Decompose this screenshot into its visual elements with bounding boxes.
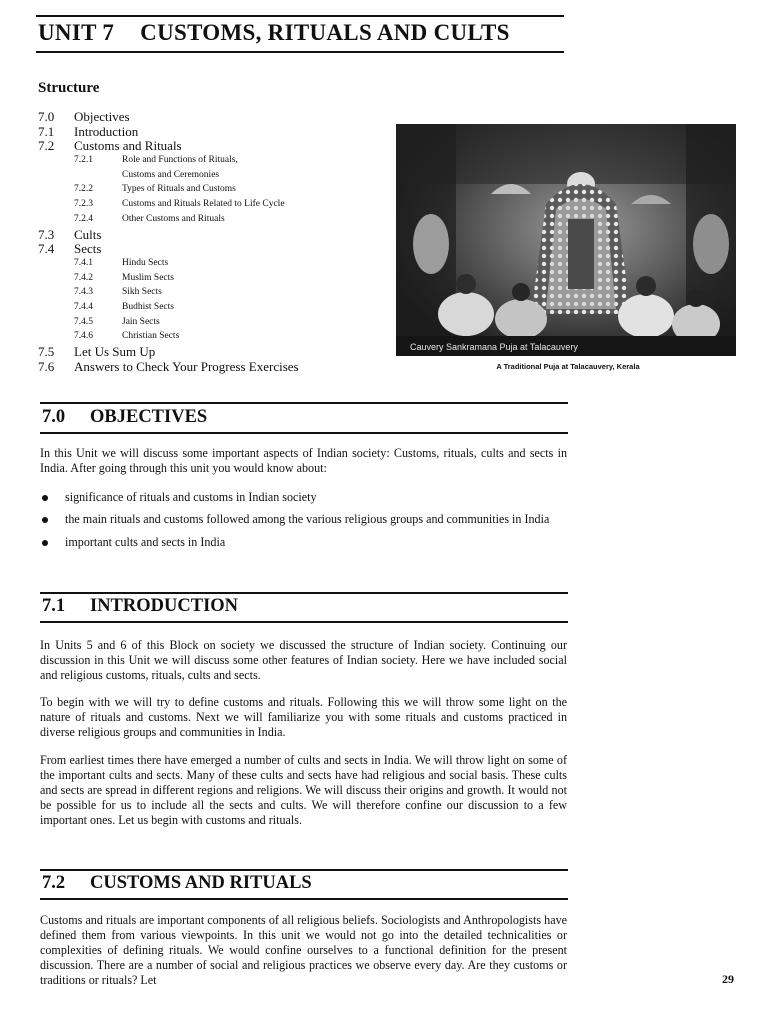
objectives-list xyxy=(40,490,567,557)
toc-item-label: Customs and Rituals xyxy=(74,138,182,154)
toc-item-label: Muslim Sects xyxy=(122,272,174,283)
section-title: INTRODUCTION xyxy=(90,596,239,616)
toc-item-number: 7.2.1 xyxy=(74,155,93,166)
toc-item-label: Answers to Check Your Progress Exercises xyxy=(74,358,299,374)
page-number: 29 xyxy=(722,972,734,986)
toc-item-label: Customs and Rituals Related to Life Cycle xyxy=(122,199,285,210)
section-title: OBJECTIVES xyxy=(90,407,208,427)
toc-item-label: Other Customs and Rituals xyxy=(122,213,225,224)
toc-item xyxy=(38,109,378,124)
unit-title-text: CUSTOMS, RITUALS AND CULTS xyxy=(140,20,510,45)
toc-item-number: 7.4 xyxy=(38,241,55,257)
puja-photo-image xyxy=(396,124,736,356)
toc-item-number: 7.4.6 xyxy=(74,331,93,342)
toc-item-label: Types of Rituals and Customs xyxy=(122,184,236,195)
toc-item-number: 7.2.2 xyxy=(74,184,93,195)
title-underline xyxy=(36,51,564,53)
toc-item xyxy=(38,271,378,286)
structure-heading: Structure xyxy=(38,80,100,96)
toc-item xyxy=(38,329,378,344)
toc-item-number: 7.4.1 xyxy=(74,257,93,268)
list-item xyxy=(40,512,567,527)
customs-top-rule xyxy=(40,869,568,871)
table-of-contents xyxy=(38,109,378,373)
toc-item xyxy=(38,153,378,168)
toc-item-number: 7.1 xyxy=(38,123,55,139)
toc-item-label: Objectives xyxy=(74,109,130,124)
introduction-paragraph-3: From earliest times there have emerged a number of cults and sects in India. We will throw light on some of the important cults and sects. Many of these cults and sects have had religious and social basis. These cults and sects are spread in different regions and religions. We will discuss their origins and growth. It would not be possible for us to include all the sects and cults. We will therefore confine our discussion to a few important ones. Let us begin with customs and rituals. xyxy=(40,753,567,827)
toc-item-number: 7.5 xyxy=(38,344,55,359)
photo-caption: A Traditional Puja at Talacauvery, Kerala xyxy=(496,362,640,371)
toc-item-number: 7.2 xyxy=(38,138,55,154)
toc-item xyxy=(38,182,378,197)
toc-item-label: Budhist Sects xyxy=(122,301,174,312)
toc-item xyxy=(38,197,378,212)
toc-item xyxy=(38,227,378,242)
toc-item-label: Christian Sects xyxy=(122,331,180,342)
toc-item-number: 7.3 xyxy=(38,226,55,242)
toc-item-number: 7.6 xyxy=(38,358,55,374)
toc-item-number: 7.2.4 xyxy=(74,213,93,224)
toc-item xyxy=(38,168,378,183)
toc-item-label: Customs and Ceremonies xyxy=(122,169,220,180)
bullet-icon xyxy=(42,517,48,523)
toc-item-label: Sikh Sects xyxy=(122,287,162,298)
toc-item-number: 7.4.4 xyxy=(74,301,93,312)
introduction-paragraph-2: To begin with we will try to define customs and rituals. Following this we will throw some light on the nature of rituals and customs. Next we will familiarize you with some rituals and customs practiced in diverse religious groups and communities in India. xyxy=(40,695,567,739)
toc-item-label: Hindu Sects xyxy=(122,257,169,268)
toc-item-number: 7.2.3 xyxy=(74,199,93,210)
list-item-text: the main rituals and customs followed among the various religious groups and communities in India xyxy=(65,512,550,527)
toc-item-label: Jain Sects xyxy=(122,316,160,327)
toc-item-label: Introduction xyxy=(74,123,139,139)
toc-item xyxy=(38,285,378,300)
toc-item-label: Cults xyxy=(74,226,102,242)
toc-item xyxy=(38,138,378,153)
toc-item xyxy=(38,256,378,271)
customs-bottom-rule xyxy=(40,898,568,900)
objectives-top-rule xyxy=(40,402,568,404)
bullet-icon xyxy=(42,540,48,546)
objectives-bottom-rule xyxy=(40,432,568,434)
introduction-bottom-rule xyxy=(40,621,568,623)
unit-number: UNIT 7 xyxy=(38,20,115,45)
toc-item-label: Sects xyxy=(74,241,102,257)
bullet-icon xyxy=(42,495,48,501)
section-title: CUSTOMS AND RITUALS xyxy=(90,873,312,893)
toc-item xyxy=(38,300,378,315)
customs-paragraph: Customs and rituals are important components of all religious beliefs. Sociologists and Anthropologists have defined them from various viewpoints. In this unit we would not go into the detailed technicalities or complexities of defining rituals. We would confine ourselves to a functional definition for the present discussion. There are a number of social and religious practices we observe every day. Are they customs or traditions or rituals? Let xyxy=(40,913,567,987)
unit-title xyxy=(38,20,510,46)
list-item xyxy=(40,490,567,505)
section-heading-objectives xyxy=(42,407,207,428)
toc-item xyxy=(38,212,378,227)
toc-item-number: 7.4.2 xyxy=(74,272,93,283)
top-rule xyxy=(36,15,564,17)
toc-item xyxy=(38,359,378,374)
list-item-text: significance of rituals and customs in Indian society xyxy=(65,490,317,504)
toc-item-label: Let Us Sum Up xyxy=(74,344,156,359)
toc-item-label: Role and Functions of Rituals, xyxy=(122,155,238,166)
list-item-text: important cults and sects in India xyxy=(65,534,226,549)
toc-item xyxy=(38,315,378,330)
toc-item-number: 7.4.3 xyxy=(74,287,93,298)
toc-item xyxy=(38,124,378,139)
objectives-intro: In this Unit we will discuss some important aspects of Indian society: Customs, rituals, cults and sects in India. After going through this unit you would know about: xyxy=(40,446,567,475)
toc-item xyxy=(38,241,378,256)
introduction-paragraph-1: In Units 5 and 6 of this Block on society we discussed the structure of Indian society. Continuing our discussion in this Unit we will discuss some other features of Indian society. Here we have included social and religious customs, rituals, cults and sects. xyxy=(40,638,567,682)
section-heading-introduction xyxy=(42,596,238,617)
section-heading-customs xyxy=(42,873,312,894)
photo-overlay-text: Cauvery Sankramana Puja at Talacauvery xyxy=(410,342,578,352)
list-item xyxy=(40,535,567,550)
section-number: 7.2 xyxy=(42,873,66,893)
toc-item xyxy=(38,344,378,359)
toc-item-number: 7.4.5 xyxy=(74,316,93,327)
section-number: 7.1 xyxy=(42,596,66,616)
section-number: 7.0 xyxy=(42,407,66,427)
puja-photo xyxy=(396,124,736,356)
introduction-top-rule xyxy=(40,592,568,594)
toc-item-number: 7.0 xyxy=(38,109,55,124)
